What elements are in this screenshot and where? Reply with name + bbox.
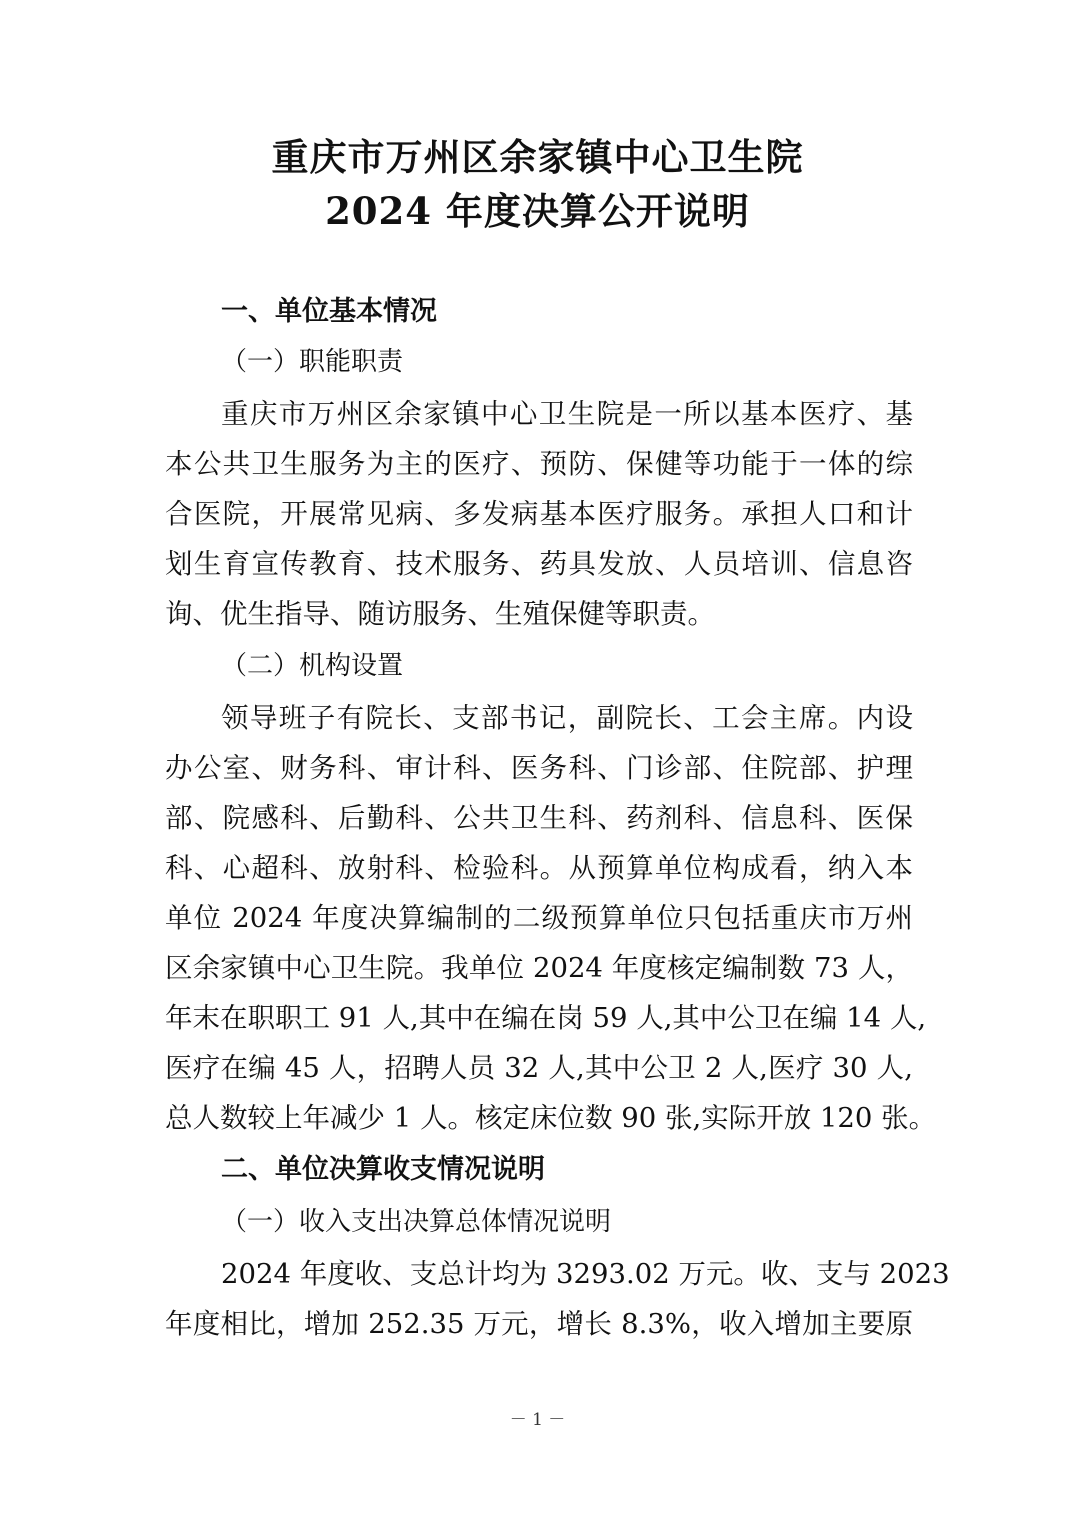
paragraph-line: 单位 2024 年度决算编制的二级预算单位只包括重庆市万州 bbox=[165, 902, 913, 934]
section1-heading: 一、单位基本情况 bbox=[221, 296, 437, 327]
paragraph-line: 总人数较上年减少 1 人。核定床位数 90 张,实际开放 120 张。 bbox=[165, 1102, 937, 1134]
document-title-line2: 2024 年度决算公开说明 bbox=[325, 189, 750, 233]
paragraph-line: 2024 年度收、支总计均为 3293.02 万元。收、支与 2023 bbox=[221, 1258, 950, 1290]
paragraph-line: 重庆市万州区余家镇中心卫生院是一所以基本医疗、基 bbox=[221, 398, 913, 430]
section2-heading: 二、单位决算收支情况说明 bbox=[221, 1154, 545, 1185]
page-number: － 1 － bbox=[509, 1410, 566, 1430]
paragraph-line: 领导班子有院长、支部书记，副院长、工会主席。内设 bbox=[221, 702, 913, 734]
paragraph-line: 年末在职职工 91 人,其中在编在岗 59 人,其中公卫在编 14 人, bbox=[165, 1002, 927, 1034]
document-title-line1: 重庆市万州区余家镇中心卫生院 bbox=[271, 135, 804, 179]
paragraph-line: 询、优生指导、随访服务、生殖保健等职责。 bbox=[165, 598, 715, 630]
paragraph-line: 部、院感科、后勤科、公共卫生科、药剂科、信息科、医保 bbox=[165, 802, 913, 834]
section1-sub1-heading: （一）职能职责 bbox=[221, 347, 404, 377]
paragraph-line: 年度相比，增加 252.35 万元，增长 8.3%，收入增加主要原 bbox=[165, 1308, 913, 1340]
paragraph-line: 科、心超科、放射科、检验科。从预算单位构成看，纳入本 bbox=[165, 852, 913, 884]
section1-sub2-heading: （二）机构设置 bbox=[221, 651, 404, 681]
paragraph-line: 合医院，开展常见病、多发病基本医疗服务。承担人口和计 bbox=[165, 498, 913, 530]
paragraph-line: 划生育宣传教育、技术服务、药具发放、人员培训、信息咨 bbox=[165, 548, 913, 580]
paragraph-line: 本公共卫生服务为主的医疗、预防、保健等功能于一体的综 bbox=[165, 448, 913, 480]
paragraph-line: 办公室、财务科、审计科、医务科、门诊部、住院部、护理 bbox=[165, 752, 913, 784]
section2-sub1-heading: （一）收入支出决算总体情况说明 bbox=[221, 1207, 612, 1237]
paragraph-line: 医疗在编 45 人，招聘人员 32 人,其中公卫 2 人,医疗 30 人, bbox=[165, 1052, 913, 1084]
paragraph-line: 区余家镇中心卫生院。我单位 2024 年度核定编制数 73 人， bbox=[165, 952, 913, 984]
